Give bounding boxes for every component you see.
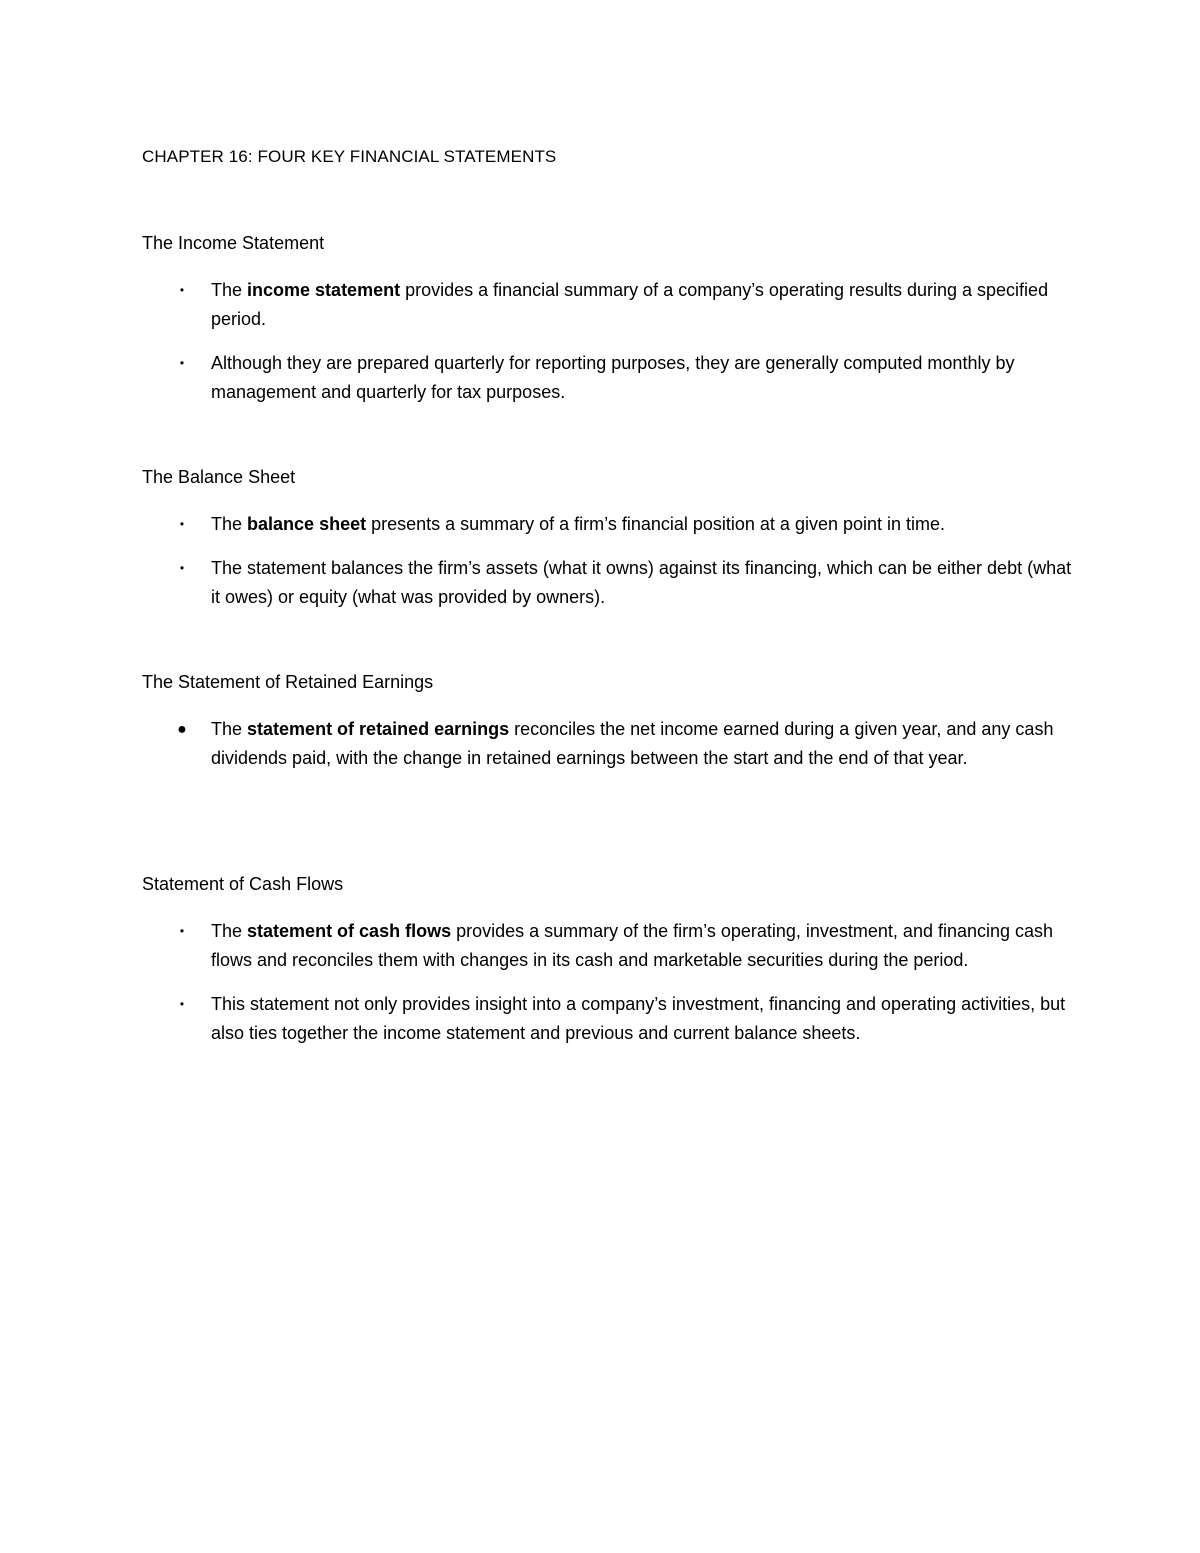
bullet-item: • The balance sheet presents a summary of a firm’s financial position at a given point in time. xyxy=(142,510,1073,539)
section-heading: The Balance Sheet xyxy=(142,467,296,487)
bullet-icon: • xyxy=(179,924,185,938)
section-heading: Statement of Cash Flows xyxy=(142,874,344,894)
section-heading: The Statement of Retained Earnings xyxy=(142,672,434,692)
bullet-icon: ● xyxy=(177,721,187,738)
bullet-icon: • xyxy=(179,283,185,297)
section-balance-sheet xyxy=(142,465,1082,612)
key-term: income statement xyxy=(247,280,401,300)
section-income-statement xyxy=(142,231,1082,407)
section-cash-flows xyxy=(142,872,1082,1048)
bullet-icon: • xyxy=(179,356,185,370)
key-term: statement of retained earnings xyxy=(247,719,510,739)
chapter-title: CHAPTER 16: FOUR KEY FINANCIAL STATEMENTS xyxy=(142,147,557,166)
bullet-list xyxy=(142,917,1082,1048)
bullet-list xyxy=(142,510,1082,612)
bullet-item: • The income statement provides a financial summary of a company’s operating results during a specified period. xyxy=(142,276,1073,334)
bullet-list xyxy=(142,276,1082,407)
bullet-item: ● The statement of retained earnings reconciles the net income earned during a given year, and any cash dividends paid, with the change in retained earnings between the start and the end of that year. xyxy=(142,715,1073,773)
key-term: statement of cash flows xyxy=(247,921,452,941)
section-heading: The Income Statement xyxy=(142,233,325,253)
bullet-list xyxy=(142,715,1082,773)
bullet-icon: • xyxy=(179,997,185,1011)
bullet-item: • Although they are prepared quarterly for reporting purposes, they are generally computed monthly by management and quarterly for tax purposes. xyxy=(142,349,1073,407)
bullet-icon: • xyxy=(179,561,185,575)
bullet-icon: • xyxy=(179,517,185,531)
bullet-item: • This statement not only provides insight into a company’s investment, financing and operating activities, but also ties together the income statement and previous and current balance sheets. xyxy=(142,990,1073,1048)
section-retained-earnings xyxy=(142,670,1082,773)
key-term: balance sheet xyxy=(247,514,367,534)
bullet-item: • The statement balances the firm’s assets (what it owns) against its financing, which can be either debt (what it owes) or equity (what was provided by owners). xyxy=(142,554,1073,612)
bullet-item: • The statement of cash flows provides a summary of the firm’s operating, investment, and financing cash flows and reconciles them with changes in its cash and marketable securities during the period. xyxy=(142,917,1073,975)
